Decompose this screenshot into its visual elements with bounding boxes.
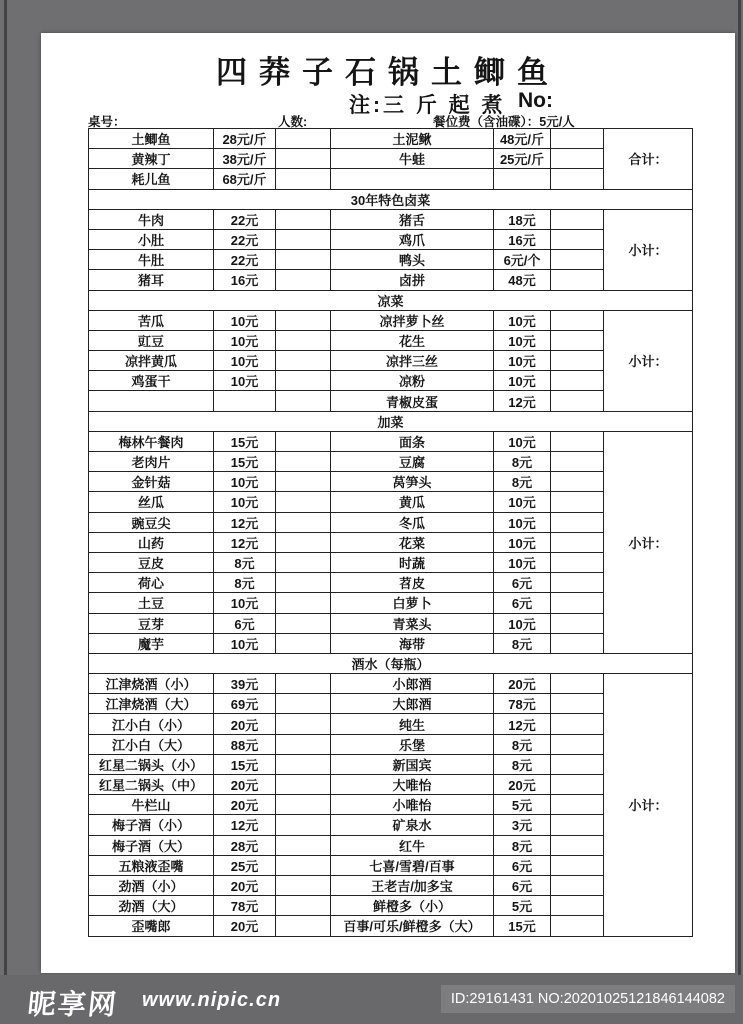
menu-row: [89, 169, 693, 189]
guest-count-label: 人数:: [278, 115, 308, 129]
item-name-cell: 土鲫鱼: [89, 129, 214, 149]
item-name-cell: 土豆: [89, 593, 214, 613]
menu-row: [89, 371, 693, 391]
item-price-cell: 12元: [494, 391, 551, 411]
item-price-cell: 10元: [494, 351, 551, 371]
item-price-cell: 15元: [214, 431, 276, 451]
item-name-cell: 王老吉/加多宝: [331, 875, 494, 895]
quantity-cell: [551, 209, 604, 229]
item-name-cell: 乐堡: [331, 734, 494, 754]
menu-row: [89, 229, 693, 249]
item-price-cell: 12元: [214, 532, 276, 552]
item-price-cell: 10元: [494, 330, 551, 350]
item-name-cell: 梅林午餐肉: [89, 431, 214, 451]
item-name-cell: 江小白（大）: [89, 734, 214, 754]
item-price-cell: 8元: [494, 754, 551, 774]
quantity-cell: [551, 795, 604, 815]
item-price-cell: 28元/斤: [214, 129, 276, 149]
item-price-cell: [494, 169, 551, 189]
item-name-cell: 小郎酒: [331, 674, 494, 694]
item-price-cell: 12元: [214, 815, 276, 835]
quantity-cell: [276, 129, 331, 149]
item-price-cell: 10元: [494, 310, 551, 330]
item-name-cell: 面条: [331, 431, 494, 451]
quantity-cell: [551, 532, 604, 552]
quantity-cell: [276, 775, 331, 795]
item-name-cell: 荷心: [89, 573, 214, 593]
item-price-cell: 20元: [214, 795, 276, 815]
item-price-cell: 10元: [494, 552, 551, 572]
item-price-cell: 6元/个: [494, 250, 551, 270]
quantity-cell: [276, 169, 331, 189]
menu-row: [89, 835, 693, 855]
quantity-cell: [551, 754, 604, 774]
menu-row: [89, 351, 693, 371]
item-price-cell: 10元: [494, 532, 551, 552]
quantity-cell: [551, 149, 604, 169]
menu-section: [88, 653, 693, 937]
quantity-cell: [276, 613, 331, 633]
quantity-cell: [551, 492, 604, 512]
item-price-cell: 10元: [214, 492, 276, 512]
menu-row: [89, 775, 693, 795]
menu-section: [88, 411, 693, 654]
quantity-cell: [276, 795, 331, 815]
menu-row: [89, 633, 693, 653]
quantity-cell: [276, 330, 331, 350]
quantity-cell: [551, 270, 604, 290]
menu-row: [89, 734, 693, 754]
item-name-cell: 花菜: [331, 532, 494, 552]
item-name-cell: 苦瓜: [89, 310, 214, 330]
item-price-cell: 6元: [494, 875, 551, 895]
item-price-cell: 69元: [214, 694, 276, 714]
quantity-cell: [551, 552, 604, 572]
quantity-cell: [551, 855, 604, 875]
item-name-cell: 卤拼: [331, 270, 494, 290]
quantity-cell: [551, 250, 604, 270]
item-price-cell: 20元: [494, 775, 551, 795]
item-price-cell: 6元: [494, 573, 551, 593]
item-price-cell: 22元: [214, 209, 276, 229]
subtotal-cell: 小计：: [604, 310, 693, 411]
item-name-cell: 青椒皮蛋: [331, 391, 494, 411]
order-number-label: No:: [518, 89, 553, 112]
item-name-cell: 梅子酒（大）: [89, 835, 214, 855]
item-name-cell: 豇豆: [89, 330, 214, 350]
menu-row: [89, 330, 693, 350]
seat-fee-label: 餐位费（含油碟）：5元/人: [433, 115, 575, 129]
item-name-cell: 牛蛙: [331, 149, 494, 169]
item-price-cell: 48元: [494, 270, 551, 290]
item-name-cell: 鸡爪: [331, 229, 494, 249]
item-price-cell: 20元: [494, 674, 551, 694]
menu-row: [89, 431, 693, 451]
item-price-cell: 12元: [494, 714, 551, 734]
scan-edge-left: [4, 0, 7, 975]
quantity-cell: [276, 351, 331, 371]
menu-row: [89, 613, 693, 633]
quantity-cell: [551, 633, 604, 653]
menu-sheet: [41, 33, 735, 973]
menu-row: [89, 714, 693, 734]
quantity-cell: [276, 815, 331, 835]
menu-table: [88, 128, 692, 937]
item-name-cell: 新国宾: [331, 754, 494, 774]
item-name-cell: 牛肉: [89, 209, 214, 229]
item-price-cell: 6元: [494, 593, 551, 613]
item-price-cell: 12元: [214, 512, 276, 532]
item-price-cell: 8元: [494, 734, 551, 754]
menu-row: [89, 149, 693, 169]
quantity-cell: [551, 775, 604, 795]
menu-row: [89, 512, 693, 532]
item-name-cell: 红星二锅头（中）: [89, 775, 214, 795]
item-name-cell: 牛肚: [89, 250, 214, 270]
menu-row: [89, 795, 693, 815]
quantity-cell: [276, 835, 331, 855]
menu-row: [89, 391, 693, 411]
menu-row: [89, 674, 693, 694]
watermark-bar: [0, 975, 743, 1024]
item-name-cell: 江津烧酒（大）: [89, 694, 214, 714]
item-price-cell: 10元: [214, 593, 276, 613]
item-name-cell: 黄瓜: [331, 492, 494, 512]
item-name-cell: 凉粉: [331, 371, 494, 391]
item-price-cell: 8元: [494, 452, 551, 472]
section-header: 酒水（每瓶）: [89, 653, 693, 673]
quantity-cell: [276, 916, 331, 936]
quantity-cell: [551, 916, 604, 936]
menu-row: [89, 754, 693, 774]
quantity-cell: [551, 169, 604, 189]
item-price-cell: 10元: [494, 371, 551, 391]
item-name-cell: 红牛: [331, 835, 494, 855]
menu-row: [89, 129, 693, 149]
quantity-cell: [551, 835, 604, 855]
menu-row: [89, 492, 693, 512]
item-price-cell: 20元: [214, 916, 276, 936]
quantity-cell: [551, 815, 604, 835]
quantity-cell: [276, 714, 331, 734]
order-info-row: [41, 112, 735, 128]
item-price-cell: 22元: [214, 250, 276, 270]
quantity-cell: [276, 452, 331, 472]
item-price-cell: 6元: [214, 613, 276, 633]
section-header: 30年特色卤菜: [89, 189, 693, 209]
item-name-cell: 牛栏山: [89, 795, 214, 815]
quantity-cell: [276, 270, 331, 290]
item-name-cell: 豆皮: [89, 552, 214, 572]
item-name-cell: 金针菇: [89, 472, 214, 492]
item-name-cell: 豌豆尖: [89, 512, 214, 532]
menu-row: [89, 552, 693, 572]
quantity-cell: [551, 734, 604, 754]
item-price-cell: 16元: [494, 229, 551, 249]
item-name-cell: 凉拌萝卜丝: [331, 310, 494, 330]
item-price-cell: 48元/斤: [494, 129, 551, 149]
item-price-cell: 8元: [214, 552, 276, 572]
menu-row: [89, 573, 693, 593]
menu-section: [88, 189, 693, 291]
quantity-cell: [276, 229, 331, 249]
item-name-cell: 凉拌三丝: [331, 351, 494, 371]
item-name-cell: 歪嘴郎: [89, 916, 214, 936]
quantity-cell: [551, 351, 604, 371]
menu-row: [89, 694, 693, 714]
item-price-cell: 8元: [494, 835, 551, 855]
page-title: 四莽子石锅土鲫鱼: [216, 55, 560, 90]
item-name-cell: 魔芋: [89, 633, 214, 653]
menu-row: [89, 310, 693, 330]
menu-row: [89, 250, 693, 270]
item-name-cell: 丝瓜: [89, 492, 214, 512]
quantity-cell: [551, 875, 604, 895]
item-price-cell: 28元: [214, 835, 276, 855]
item-price-cell: 10元: [214, 310, 276, 330]
item-name-cell: 青菜头: [331, 613, 494, 633]
item-name-cell: 鸭头: [331, 250, 494, 270]
quantity-cell: [551, 229, 604, 249]
item-name-cell: 大郎酒: [331, 694, 494, 714]
menu-row: [89, 270, 693, 290]
item-price-cell: 25元/斤: [494, 149, 551, 169]
quantity-cell: [276, 734, 331, 754]
quantity-cell: [551, 714, 604, 734]
image-id-badge: ID:29161431 NO:20201025121846144082: [441, 985, 735, 1013]
item-name-cell: 劲酒（小）: [89, 875, 214, 895]
quantity-cell: [276, 674, 331, 694]
item-name-cell: 凉拌黄瓜: [89, 351, 214, 371]
item-price-cell: 38元/斤: [214, 149, 276, 169]
quantity-cell: [276, 855, 331, 875]
item-name-cell: 海带: [331, 633, 494, 653]
item-price-cell: 25元: [214, 855, 276, 875]
quantity-cell: [551, 310, 604, 330]
quantity-cell: [276, 472, 331, 492]
item-price-cell: 5元: [494, 795, 551, 815]
item-price-cell: 10元: [214, 371, 276, 391]
item-name-cell: [89, 391, 214, 411]
menu-row: [89, 875, 693, 895]
item-price-cell: 18元: [494, 209, 551, 229]
quantity-cell: [276, 149, 331, 169]
quantity-cell: [551, 129, 604, 149]
subtotal-cell: 小计：: [604, 209, 693, 290]
quantity-cell: [276, 593, 331, 613]
menu-section: [88, 128, 693, 190]
item-name-cell: 鲜橙多（小）: [331, 896, 494, 916]
item-price-cell: 10元: [494, 431, 551, 451]
item-name-cell: 纯生: [331, 714, 494, 734]
item-price-cell: 39元: [214, 674, 276, 694]
menu-row: [89, 593, 693, 613]
menu-row: [89, 209, 693, 229]
item-price-cell: 10元: [494, 613, 551, 633]
quantity-cell: [276, 512, 331, 532]
quantity-cell: [276, 371, 331, 391]
item-price-cell: 20元: [214, 714, 276, 734]
item-name-cell: 猪耳: [89, 270, 214, 290]
quantity-cell: [276, 209, 331, 229]
item-price-cell: 10元: [494, 512, 551, 532]
quantity-cell: [551, 452, 604, 472]
table-number-label: 桌号：: [88, 115, 126, 129]
minimum-order-note: 注:三 斤 起 煮: [349, 94, 506, 117]
quantity-cell: [551, 512, 604, 532]
item-price-cell: 8元: [214, 573, 276, 593]
item-name-cell: 大唯怡: [331, 775, 494, 795]
item-name-cell: [331, 169, 494, 189]
item-price-cell: 20元: [214, 775, 276, 795]
quantity-cell: [276, 875, 331, 895]
quantity-cell: [551, 674, 604, 694]
item-name-cell: 花生: [331, 330, 494, 350]
menu-row: [89, 855, 693, 875]
item-price-cell: 20元: [214, 875, 276, 895]
item-price-cell: 10元: [214, 351, 276, 371]
menu-row: [89, 452, 693, 472]
quantity-cell: [551, 391, 604, 411]
quantity-cell: [276, 573, 331, 593]
item-name-cell: 豆芽: [89, 613, 214, 633]
item-price-cell: 78元: [494, 694, 551, 714]
item-price-cell: 3元: [494, 815, 551, 835]
section-header: 凉菜: [89, 290, 693, 310]
quantity-cell: [551, 472, 604, 492]
item-name-cell: 鸡蛋干: [89, 371, 214, 391]
quantity-cell: [276, 754, 331, 774]
menu-row: [89, 896, 693, 916]
item-name-cell: 耗儿鱼: [89, 169, 214, 189]
subtotal-cell: 小计：: [604, 674, 693, 936]
item-price-cell: 16元: [214, 270, 276, 290]
item-price-cell: 78元: [214, 896, 276, 916]
item-price-cell: 15元: [214, 452, 276, 472]
menu-row: [89, 532, 693, 552]
item-name-cell: 江小白（小）: [89, 714, 214, 734]
menu-section: [88, 290, 693, 412]
quantity-cell: [551, 431, 604, 451]
site-url: www.nipic.cn: [142, 989, 282, 1011]
menu-row: [89, 815, 693, 835]
item-name-cell: 百事/可乐/鲜橙多（大）: [331, 916, 494, 936]
item-name-cell: 小唯怡: [331, 795, 494, 815]
item-name-cell: 小肚: [89, 229, 214, 249]
menu-row: [89, 916, 693, 936]
item-name-cell: 白萝卜: [331, 593, 494, 613]
quantity-cell: [276, 896, 331, 916]
quantity-cell: [551, 593, 604, 613]
item-price-cell: 10元: [214, 472, 276, 492]
quantity-cell: [276, 250, 331, 270]
item-price-cell: [214, 391, 276, 411]
menu-row: [89, 472, 693, 492]
quantity-cell: [551, 613, 604, 633]
item-name-cell: 老肉片: [89, 452, 214, 472]
item-name-cell: 七喜/雪碧/百事: [331, 855, 494, 875]
item-name-cell: 苕皮: [331, 573, 494, 593]
quantity-cell: [551, 694, 604, 714]
item-price-cell: 8元: [494, 633, 551, 653]
nipic-logo: 昵享网: [26, 989, 120, 1020]
quantity-cell: [276, 391, 331, 411]
quantity-cell: [276, 694, 331, 714]
item-name-cell: 红星二锅头（小）: [89, 754, 214, 774]
item-price-cell: 22元: [214, 229, 276, 249]
subtotal-cell: 小计：: [604, 431, 693, 653]
item-price-cell: 88元: [214, 734, 276, 754]
quantity-cell: [276, 310, 331, 330]
quantity-cell: [276, 431, 331, 451]
item-name-cell: 冬瓜: [331, 512, 494, 532]
quantity-cell: [551, 330, 604, 350]
item-price-cell: 10元: [214, 330, 276, 350]
item-name-cell: 山药: [89, 532, 214, 552]
item-price-cell: 10元: [494, 492, 551, 512]
subtotal-cell: 合计：: [604, 129, 693, 190]
item-price-cell: 10元: [214, 633, 276, 653]
item-name-cell: 豆腐: [331, 452, 494, 472]
item-price-cell: 5元: [494, 896, 551, 916]
item-name-cell: 土泥鳅: [331, 129, 494, 149]
item-price-cell: 15元: [214, 754, 276, 774]
item-price-cell: 15元: [494, 916, 551, 936]
item-name-cell: 黄辣丁: [89, 149, 214, 169]
item-name-cell: 时蔬: [331, 552, 494, 572]
quantity-cell: [276, 633, 331, 653]
quantity-cell: [276, 532, 331, 552]
quantity-cell: [551, 896, 604, 916]
item-name-cell: 五粮液歪嘴: [89, 855, 214, 875]
scan-edge-right: [738, 0, 741, 975]
item-price-cell: 68元/斤: [214, 169, 276, 189]
item-name-cell: 莴笋头: [331, 472, 494, 492]
item-name-cell: 猪舌: [331, 209, 494, 229]
item-name-cell: 劲酒（大）: [89, 896, 214, 916]
section-header: 加菜: [89, 411, 693, 431]
quantity-cell: [276, 552, 331, 572]
quantity-cell: [551, 573, 604, 593]
item-name-cell: 江津烧酒（小）: [89, 674, 214, 694]
item-price-cell: 6元: [494, 855, 551, 875]
item-price-cell: 8元: [494, 472, 551, 492]
quantity-cell: [276, 492, 331, 512]
item-name-cell: 矿泉水: [331, 815, 494, 835]
item-name-cell: 梅子酒（小）: [89, 815, 214, 835]
quantity-cell: [551, 371, 604, 391]
